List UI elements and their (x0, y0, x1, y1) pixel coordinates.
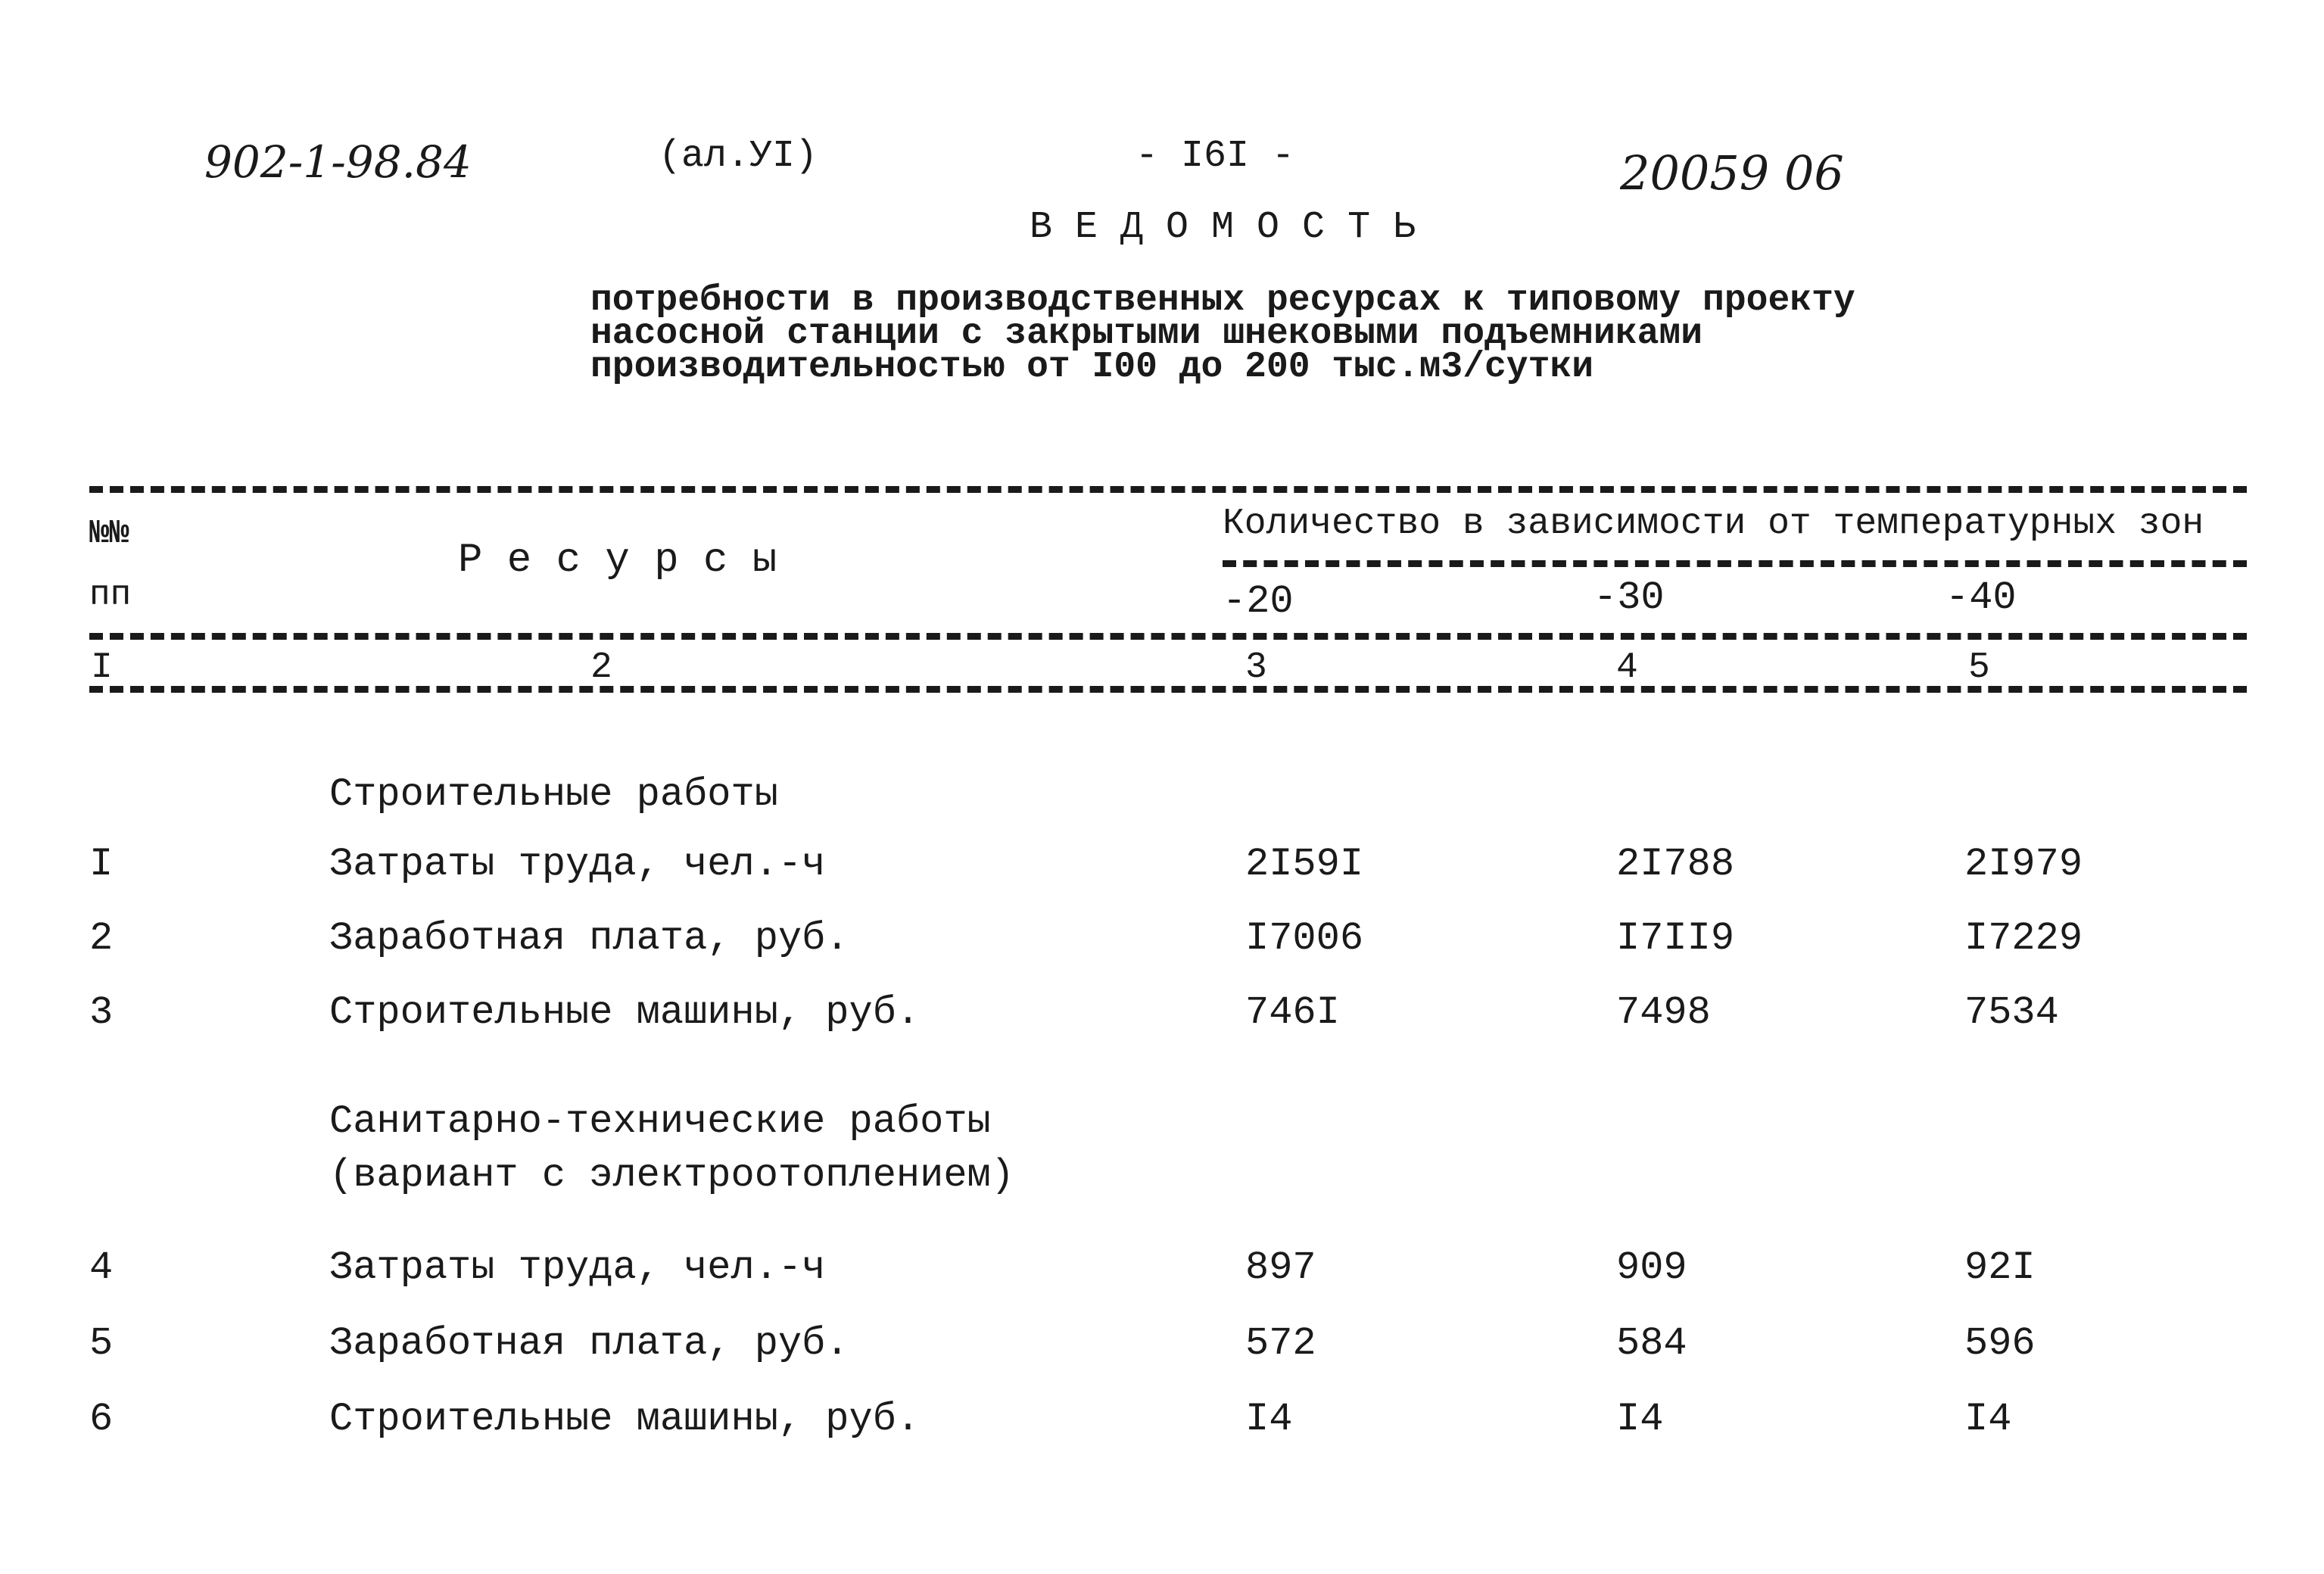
row-value-zone-30: 584 (1616, 1321, 1687, 1366)
page-number: - I6I - (1136, 135, 1295, 178)
row-value-zone-30: I4 (1616, 1397, 1664, 1442)
column-number: 4 (1616, 647, 1638, 688)
row-resource-name: Заработная плата, руб. (329, 1321, 849, 1366)
quantity-subheader-rule (1223, 560, 2247, 567)
album-number: (ал.УI) (659, 135, 818, 178)
doc-code: 902-1-98.84 (204, 136, 472, 188)
section-title: Санитарно-технические работы (329, 1099, 991, 1144)
column-number: 5 (1968, 647, 1990, 688)
column-number: I (91, 647, 113, 688)
zone-header-30: -30 (1593, 575, 1665, 620)
row-value-zone-40: I7229 (1964, 916, 2083, 961)
section-title: Строительные работы (329, 772, 778, 817)
row-value-zone-40: I4 (1964, 1397, 2012, 1442)
row-value-zone-20: I4 (1245, 1397, 1293, 1442)
row-value-zone-40: 92I (1964, 1245, 2036, 1290)
row-value-zone-20: 897 (1245, 1245, 1316, 1290)
subtitle-line: потребности в производственных ресурсах к типовому проекту (590, 280, 1855, 321)
row-number: 6 (89, 1397, 114, 1442)
document-title: В Е Д О М О С Т Ь (1030, 206, 1416, 249)
col-resource-header: Р е с у р с ы (458, 538, 777, 584)
zone-header-20: -20 (1223, 579, 1294, 624)
row-value-zone-40: 2I979 (1964, 842, 2083, 887)
column-number: 3 (1245, 647, 1267, 688)
column-number: 2 (590, 647, 612, 688)
numbering-row-rule (89, 686, 2247, 693)
row-value-zone-30: I7II9 (1616, 916, 1735, 961)
row-number: 5 (89, 1321, 114, 1366)
row-value-zone-20: 2I59I (1245, 842, 1364, 887)
document-subtitle (590, 280, 1855, 388)
row-resource-name: Строительные машины, руб. (329, 1397, 921, 1442)
row-resource-name: Заработная плата, руб. (329, 916, 849, 961)
subtitle-line: насосной станции с закрытыми шнековыми подъемниками (590, 313, 1703, 354)
row-number: 2 (89, 916, 114, 961)
inventory-number: 20059 06 (1620, 145, 1844, 201)
row-number: 4 (89, 1245, 114, 1290)
section-title-note: (вариант с электроотоплением) (329, 1153, 1014, 1198)
row-value-zone-40: 596 (1964, 1321, 2036, 1366)
table-top-rule (89, 486, 2247, 493)
row-value-zone-30: 2I788 (1616, 842, 1735, 887)
row-resource-name: Затраты труда, чел.-ч (329, 1245, 826, 1290)
col-quantity-header: Количество в зависимости от температурных зон (1223, 503, 2204, 544)
row-number: I (89, 842, 114, 887)
row-value-zone-20: I7006 (1245, 916, 1364, 961)
subtitle-line: производительностью от I00 до 200 тыс.м3/сутки (590, 347, 1594, 388)
row-value-zone-20: 746I (1245, 990, 1340, 1035)
row-value-zone-30: 7498 (1616, 990, 1711, 1035)
row-number: 3 (89, 990, 114, 1035)
row-resource-name: Строительные машины, руб. (329, 990, 921, 1035)
row-value-zone-20: 572 (1245, 1321, 1316, 1366)
header-bottom-rule (89, 633, 2247, 640)
row-value-zone-30: 909 (1616, 1245, 1687, 1290)
row-resource-name: Затраты труда, чел.-ч (329, 842, 826, 887)
col-no-header-line1: №№ (89, 515, 129, 553)
row-value-zone-40: 7534 (1964, 990, 2059, 1035)
zone-header-40: -40 (1945, 575, 2017, 620)
col-no-header-line2: пп (89, 575, 132, 615)
